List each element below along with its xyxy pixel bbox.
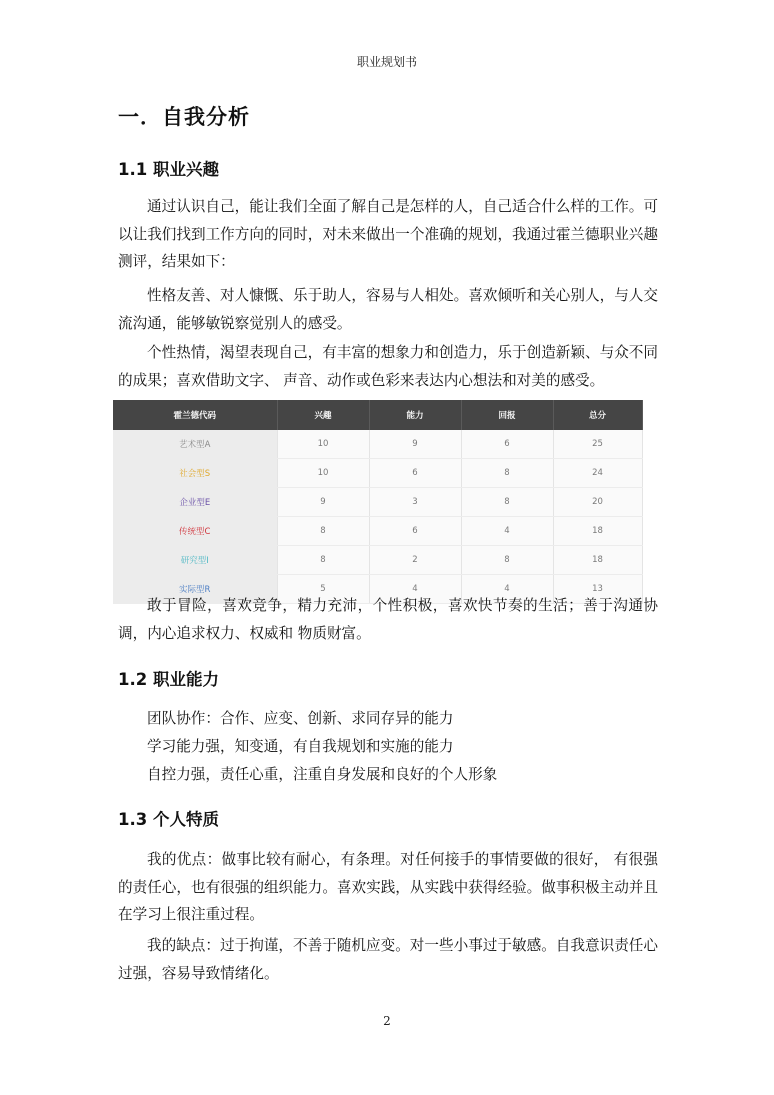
reward-cell: 4 <box>461 517 553 546</box>
interest-paragraph-4: 敢于冒险，喜欢竞争，精力充沛，个性积极，喜欢快节奏的生活；善于沟通协调，内心追求权力、权威和 物质财富。 <box>118 597 658 642</box>
holland-code-table <box>113 400 643 604</box>
total-cell: 25 <box>553 430 642 459</box>
type-cell: 企业型E <box>113 488 277 517</box>
ability-item: 团队协作：合作、应变、创新、求同存异的能力 <box>147 710 454 727</box>
ability-item: 学习能力强，知变通，有自我规划和实施的能力 <box>147 738 454 755</box>
table-row <box>113 546 642 575</box>
total-cell: 24 <box>553 459 642 488</box>
interest-cell: 8 <box>277 517 369 546</box>
table-row <box>113 488 642 517</box>
reward-cell: 6 <box>461 430 553 459</box>
interest-paragraph-2: 性格友善、对人慷慨、乐于助人，容易与人相处。喜欢倾听和关心别人，与人交流沟通，能够敏锐察觉别人的感受。 <box>118 287 658 332</box>
section-title: 一．自我分析 <box>118 105 250 129</box>
interest-cell: 10 <box>277 430 369 459</box>
interest-cell: 10 <box>277 459 369 488</box>
ability-cell: 4 <box>369 575 461 604</box>
ability-cell: 2 <box>369 546 461 575</box>
type-cell: 研究型I <box>113 546 277 575</box>
subsection-title-traits: 1.3 个人特质 <box>118 810 219 829</box>
table-header-cell: 总分 <box>553 400 642 430</box>
table-header-cell: 能力 <box>369 400 461 430</box>
type-cell: 实际型R <box>113 575 277 604</box>
interest-paragraph-3: 个性热情，渴望表现自己，有丰富的想象力和创造力，乐于创造新颖、与众不同的成果；喜欢借助文字、 声音、动作或色彩来表达内心想法和对美的感受。 <box>118 344 658 389</box>
interest-cell: 8 <box>277 546 369 575</box>
interest-paragraph-1: 通过认识自己，能让我们全面了解自己是怎样的人，自己适合什么样的工作。可以让我们找到工作方向的同时，对未来做出一个准确的规划，我通过霍兰德职业兴趣测评，结果如下： <box>118 198 658 270</box>
reward-cell: 8 <box>461 488 553 517</box>
type-cell: 社会型S <box>113 459 277 488</box>
page-number: 2 <box>383 1014 391 1028</box>
reward-cell: 8 <box>461 459 553 488</box>
reward-cell: 8 <box>461 546 553 575</box>
ability-item: 自控力强，责任心重，注重自身发展和良好的个人形象 <box>147 766 498 783</box>
table-row <box>113 517 642 546</box>
type-cell: 传统型C <box>113 517 277 546</box>
ability-cell: 6 <box>369 517 461 546</box>
total-cell: 18 <box>553 546 642 575</box>
interest-cell: 9 <box>277 488 369 517</box>
ability-cell: 9 <box>369 430 461 459</box>
reward-cell: 4 <box>461 575 553 604</box>
total-cell: 20 <box>553 488 642 517</box>
ability-cell: 6 <box>369 459 461 488</box>
total-cell: 18 <box>553 517 642 546</box>
table-header-row <box>113 400 642 430</box>
ability-cell: 3 <box>369 488 461 517</box>
table-header-cell: 霍兰德代码 <box>113 400 277 430</box>
total-cell: 13 <box>553 575 642 604</box>
table-row <box>113 430 642 459</box>
type-cell: 艺术型A <box>113 430 277 459</box>
table-row <box>113 459 642 488</box>
table-header-cell: 兴趣 <box>277 400 369 430</box>
subsection-title-ability: 1.2 职业能力 <box>118 670 219 689</box>
traits-paragraph-weaknesses: 我的缺点：过于拘谨，不善于随机应变。对一些小事过于敏感。自我意识责任心过强，容易导致情绪化。 <box>118 937 658 982</box>
page-header: 职业规划书 <box>356 55 417 69</box>
subsection-title-interest: 1.1 职业兴趣 <box>118 160 219 179</box>
table-header-cell: 回报 <box>461 400 553 430</box>
traits-paragraph-strengths: 我的优点：做事比较有耐心，有条理。对任何接手的事情要做的很好， 有很强的责任心，也有很强的组织能力。喜欢实践，从实践中获得经验。做事积极主动并且在学习上很注重过程。 <box>118 851 658 923</box>
interest-cell: 5 <box>277 575 369 604</box>
